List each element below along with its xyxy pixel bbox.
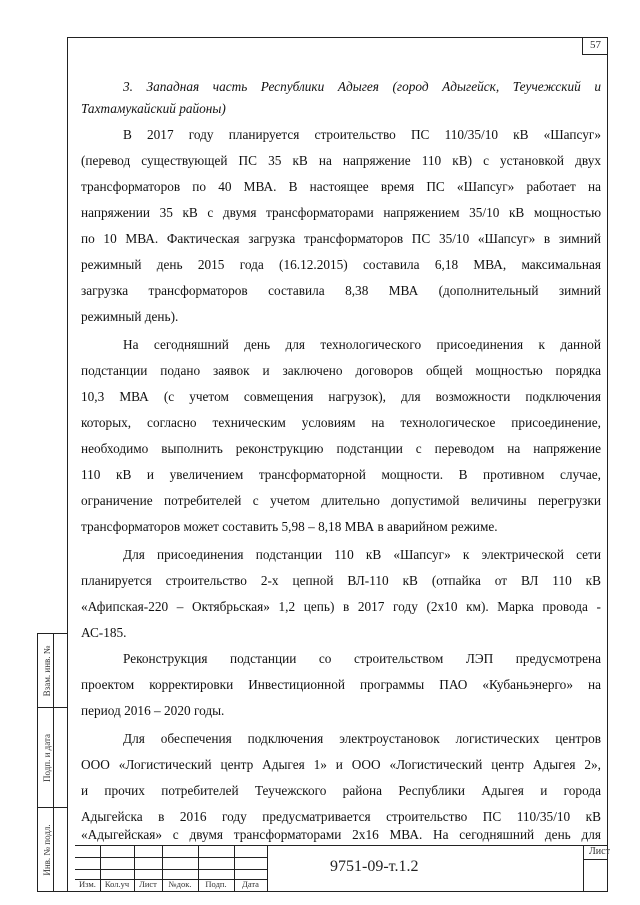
paragraph-line: Для обеспечения подключения электроустановок логистических центров xyxy=(123,731,601,746)
paragraph-line: трансформаторов по 40 МВА. В настоящее время ПС «Шапсуг» работает на xyxy=(81,179,601,194)
paragraph-line: ограничение потребителей с учетом длительно допустимой величины перегрузки xyxy=(81,493,601,508)
stamp-label-replacement: Взам. инв. № xyxy=(41,645,52,696)
paragraph-line: «Афипская-220 – Октябрьская» 1,2 цепь) в 2017 году (2х10 км). Марка провода - xyxy=(81,599,601,614)
paragraph-line: период 2016 – 2020 годы. xyxy=(81,703,225,718)
paragraph-line: (перевод существующей ПС 35 кВ на напряжение 110 кВ) с установкой двух xyxy=(81,153,601,168)
title-col-date: Дата xyxy=(242,879,259,889)
stamp-label-signature: Подп. и дата xyxy=(41,733,52,782)
paragraph-line: В 2017 году планируется строительство ПС 110/35/10 кВ «Шапсуг» xyxy=(123,127,601,142)
title-col-docnum: №док. xyxy=(168,879,192,889)
section-heading-line: Тахтамукайский районы) xyxy=(81,101,226,116)
paragraph-line: режимный день 2015 года (16.12.2015) составила 6,18 МВА, максимальная xyxy=(81,257,601,272)
title-col-signature: Подп. xyxy=(205,879,227,889)
page-number: 57 xyxy=(582,37,608,55)
paragraph-line: трансформаторов может составить 5,98 – 8,18 МВА в аварийном режиме. xyxy=(81,519,498,534)
paragraph-line: Реконструкция подстанции со строительством ЛЭП предусмотрена xyxy=(123,651,601,666)
paragraph-line: Адыгейска в 2016 году предусматривается строительство ПС 110/35/10 кВ xyxy=(81,809,601,824)
paragraph-line: На сегодняшний день для технологического присоединения к данной xyxy=(123,337,601,352)
paragraph-line: Для присоединения подстанции 110 кВ «Шапсуг» к электрической сети xyxy=(123,547,601,562)
title-col-change: Изм. xyxy=(79,879,96,889)
paragraph-line: необходимо выполнить реконструкцию подстанции с переводом на напряжение xyxy=(81,441,601,456)
document-number: 9751-09-т.1.2 xyxy=(330,858,419,875)
section-heading-line: 3. Западная часть Республики Адыгея (город Адыгейск, Теучежский и xyxy=(123,79,601,94)
paragraph-line: по 10 МВА. Фактическая загрузка трансформаторов ПС 35/10 «Шапсуг» в зимний xyxy=(81,231,601,246)
margin-stamp-strip xyxy=(37,633,67,892)
paragraph-line: проектом корректировки Инвестиционной программы ПАО «Кубаньэнерго» на xyxy=(81,677,601,692)
paragraph-line: напряжении 35 кВ с двумя трансформаторами напряжением 35/10 кВ мощностью xyxy=(81,205,601,220)
paragraph-line: которых, согласно техническим условиям на технологическое присоединение, xyxy=(81,415,601,430)
paragraph-line: загрузка трансформаторов составила 8,38 МВА (дополнительный зимний xyxy=(81,283,601,298)
paragraph-line: подстанции подано заявок и заключено договоров общей мощностью порядка xyxy=(81,363,601,378)
paragraph-line: 10,3 МВА (с учетом совмещения нагрузок), для возможности подключения xyxy=(81,389,601,404)
stamp-cell-inventory xyxy=(38,808,67,892)
paragraph-line: ООО «Логистический центр Адыгея 1» и ООО «Логистический центр Адыгея 2», xyxy=(81,757,601,772)
paragraph-line: «Адыгейская» с двумя трансформаторами 2х16 МВА. На сегодняшний день для xyxy=(81,827,601,842)
sheet-label: Лист xyxy=(589,846,610,857)
paragraph-line: планируется строительство 2-х цепной ВЛ-110 кВ (отпайка от ВЛ 110 кВ xyxy=(81,573,601,588)
title-col-sheet: Лист xyxy=(139,879,157,889)
paragraph-line: и прочих потребителей Теучежского района Республики Адыгея и города xyxy=(81,783,601,798)
paragraph-line: 110 кВ и увеличением трансформаторной мощности. В противном случае, xyxy=(81,467,601,482)
stamp-label-inventory: Инв. № подл. xyxy=(41,824,52,876)
title-col-count: Кол.уч xyxy=(104,879,130,889)
stamp-cell-replacement xyxy=(38,634,67,708)
paragraph-line: АС-185. xyxy=(81,625,127,640)
paragraph-line: режимный день). xyxy=(81,309,179,324)
stamp-cell-signature xyxy=(38,708,67,808)
